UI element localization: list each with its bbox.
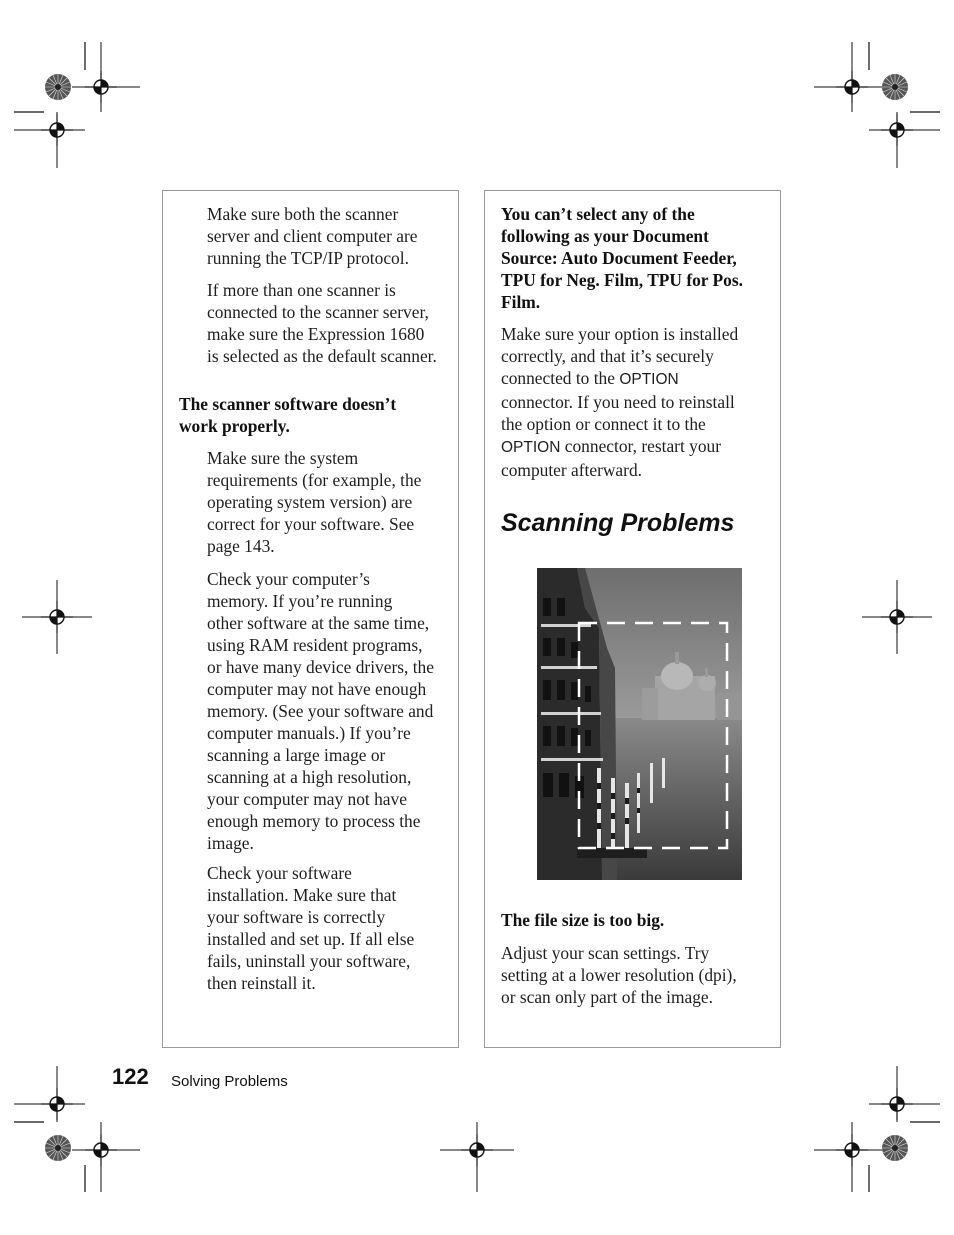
page-number: 122 (112, 1064, 149, 1089)
starburst-mark (45, 74, 71, 100)
default-scanner-paragraph: If more than one scanner is connected to the scanner server, make sure the Expression 1680 is selected as the default scanner. (207, 280, 437, 366)
footer-section-label: Solving Problems (171, 1073, 288, 1090)
option-connector-label: OPTION (619, 371, 679, 388)
software-problem-heading: The scanner software doesn’t work properly. (179, 394, 397, 436)
option-text-part: connector. If you need to reinstall the option or connect it to the (501, 392, 735, 434)
requirements-paragraph: Make sure the system requirements (for example, the operating system version) are correct for your software. See page 143. (207, 448, 422, 556)
option-text-part: Make sure your option is installed correctly, and that it’s securely connected to the (501, 324, 739, 388)
installation-paragraph: Check your software installation. Make sure that your software is correctly installed and set up. If all else fails, uninstall your software, then reinstall it. (207, 863, 415, 993)
venice-canal-photo (537, 568, 742, 880)
left-column-panel (162, 190, 459, 1048)
section-title: Scanning Problems (501, 509, 735, 537)
file-size-paragraph: Adjust your scan settings. Try setting at a lower resolution (dpi), or scan only part of the image. (501, 943, 737, 1007)
document-source-heading: You can’t select any of the following as your Document Source: Auto Document Feeder, TPU for Neg. Film, TPU for Pos. Film. (501, 204, 743, 312)
tcpip-paragraph: Make sure both the scanner server and client computer are running the TCP/IP protocol. (207, 204, 418, 268)
file-size-heading: The file size is too big. (501, 910, 665, 930)
option-text-part: connector, restart your computer afterward. (501, 436, 722, 480)
option-connector-paragraph (501, 323, 776, 481)
memory-paragraph: Check your computer’s memory. If you’re running other software at the same time, using RAM resident programs, or have many device drivers, the computer may not have enough memory. (See your software and computer manuals.) If you’re scanning a large image or scanning at a high resolution, your computer may not have enough memory to process the image. (207, 569, 434, 853)
option-connector-label: OPTION (501, 439, 561, 456)
right-column-panel (484, 190, 781, 1048)
